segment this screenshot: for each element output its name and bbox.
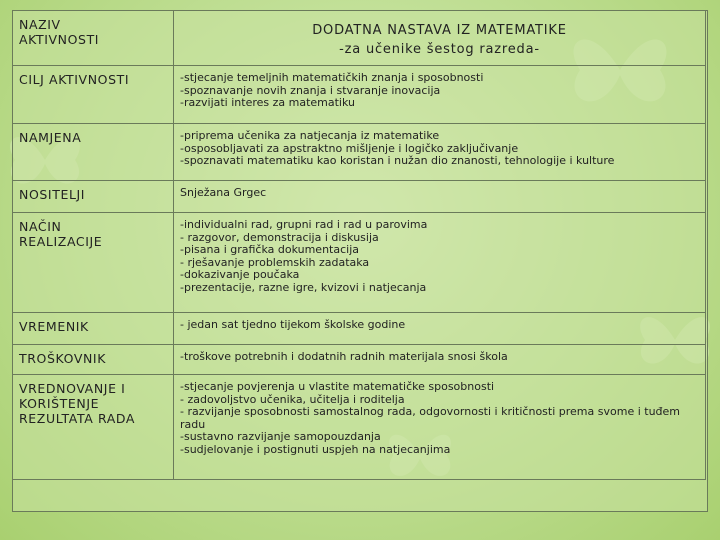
row-label xyxy=(13,124,174,181)
header-label xyxy=(13,11,174,66)
label-line: NAČIN xyxy=(19,219,62,234)
row-content xyxy=(174,124,706,181)
content-line: -individualni rad, grupni rad i rad u parovima xyxy=(180,218,428,231)
content-line: -stjecanje povjerenja u vlastite matematičke sposobnosti xyxy=(180,380,495,393)
row-label xyxy=(13,66,174,124)
row-content xyxy=(174,66,706,124)
content-line: -troškove potrebnih i dodatnih radnih materijala snosi škola xyxy=(180,350,508,363)
row-label xyxy=(13,181,174,213)
content-line: -spoznavanje novih znanja i stvaranje inovacija xyxy=(180,83,441,97)
content-line: -razvijati interes za matematiku xyxy=(180,96,355,110)
row-label xyxy=(13,345,174,375)
table-row xyxy=(13,181,706,213)
content-line: -stjecanje temeljnih matematičkih znanja i sposobnosti xyxy=(180,71,484,84)
page-title xyxy=(174,11,706,66)
header-row xyxy=(13,11,706,66)
table-row xyxy=(13,213,706,313)
label-line: VREDNOVANJE I xyxy=(19,381,126,396)
content-line: Snježana Grgec xyxy=(180,186,267,199)
content-line: - jedan sat tjedno tijekom školske godine xyxy=(180,318,406,331)
table-row xyxy=(13,375,706,480)
row-label xyxy=(13,213,174,313)
table-row xyxy=(13,313,706,345)
content-line: - razvijanje sposobnosti samostalnog rada, odgovornosti i kritičnosti prema svome i tuđem radu xyxy=(180,405,681,431)
title-line: DODATNA NASTAVA IZ MATEMATIKE xyxy=(312,23,567,38)
table-row xyxy=(13,124,706,181)
label-line: NAMJENA xyxy=(19,130,82,145)
row-content xyxy=(174,181,706,213)
subtitle-line: -za učenike šestog razreda- xyxy=(339,42,540,57)
content-line: -pisana i grafička dokumentacija xyxy=(180,243,360,257)
header-label-line: AKTIVNOSTI xyxy=(19,32,100,47)
content-line: - rješavanje problemskih zadataka xyxy=(180,255,370,269)
activity-table xyxy=(12,10,706,480)
table-row xyxy=(13,66,706,124)
content-line: -priprema učenika za natjecanja iz matematike xyxy=(180,129,440,142)
content-line: -spoznavati matematiku kao koristan i nužan dio znanosti, tehnologije i kulture xyxy=(180,154,615,168)
table-row xyxy=(13,345,706,375)
row-label xyxy=(13,375,174,480)
label-line: VREMENIK xyxy=(19,319,89,334)
content-line: -osposobljavati za apstraktno mišljenje i logičko zaključivanje xyxy=(180,141,519,155)
label-line: REALIZACIJE xyxy=(19,234,103,249)
row-content xyxy=(174,345,706,375)
content-line: -dokazivanje poučaka xyxy=(180,268,300,282)
content-line: - razgovor, demonstracija i diskusija xyxy=(180,230,379,244)
content-line: - zadovoljstvo učenika, učitelja i roditelja xyxy=(180,392,405,406)
label-line: TROŠKOVNIK xyxy=(19,351,107,366)
label-line: REZULTATA RADA xyxy=(19,411,136,426)
row-label xyxy=(13,313,174,345)
label-line: CILJ AKTIVNOSTI xyxy=(19,72,130,87)
row-content xyxy=(174,375,706,480)
content-line: -sudjelovanje i postignuti uspjeh na natjecanjima xyxy=(180,442,451,456)
header-label-line: NAZIV xyxy=(19,17,61,32)
content-line: -sustavno razvijanje samopouzdanja xyxy=(180,430,381,444)
row-content xyxy=(174,213,706,313)
label-line: KORIŠTENJE xyxy=(19,396,100,411)
content-line: -prezentacije, razne igre, kvizovi i natjecanja xyxy=(180,280,427,294)
label-line: NOSITELJI xyxy=(19,187,86,202)
row-content xyxy=(174,313,706,345)
